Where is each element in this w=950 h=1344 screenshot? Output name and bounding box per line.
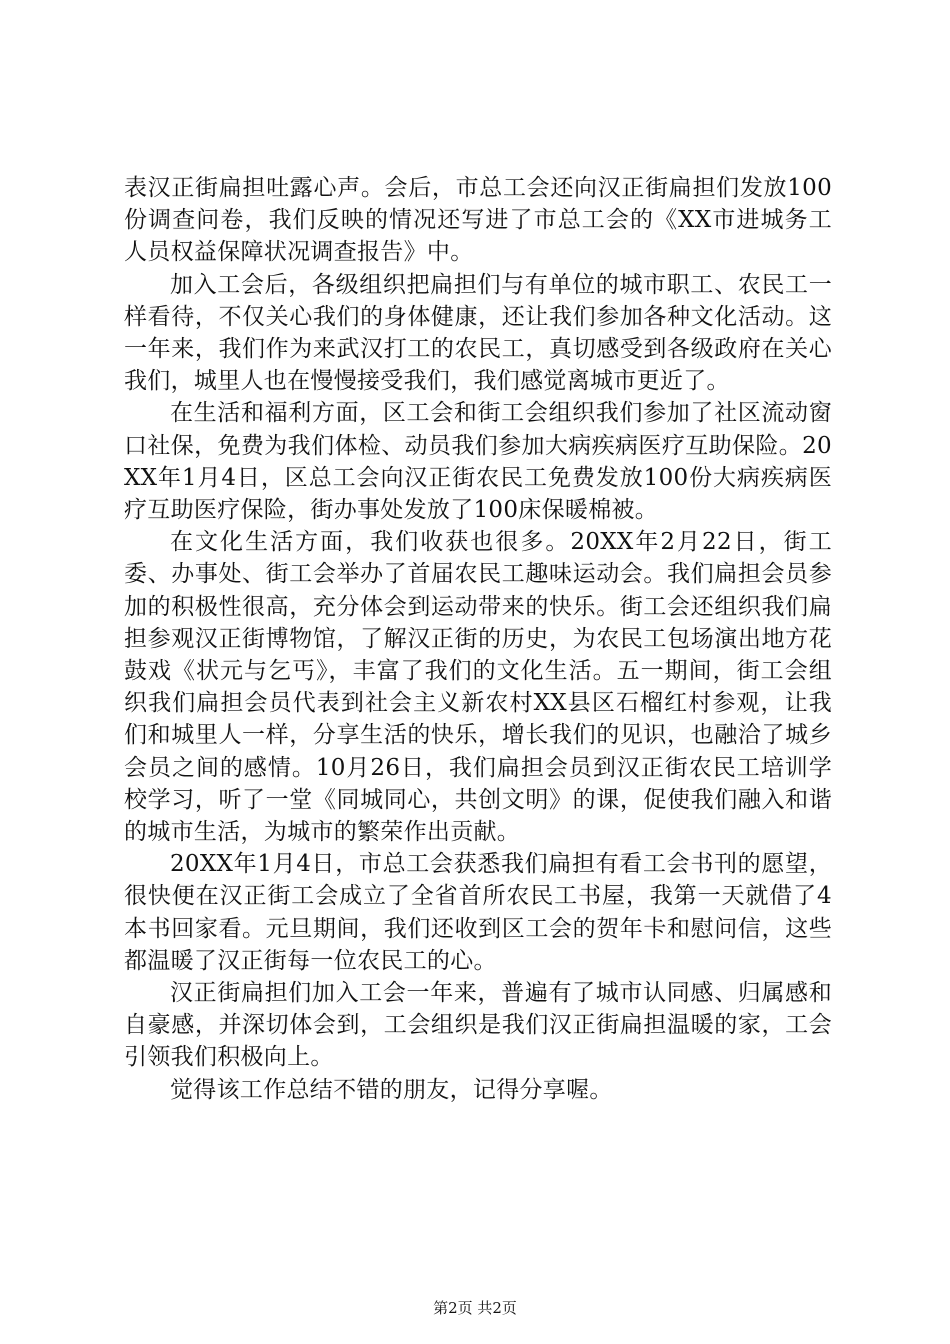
document-body — [124, 172, 832, 1106]
paragraph-5: 20XX年1月4日，市总工会获悉我们扁担有看工会书刊的愿望，很快便在汉正街工会成立了全省首所农民工书屋，我第一天就借了4本书回家看。元旦期间，我们还收到区工会的贺年卡和慰问信，这些都温暖了汉正街每一位农民工的心。 — [124, 851, 832, 974]
paragraph-6: 汉正街扁担们加入工会一年来，普遍有了城市认同感、归属感和自豪感，并深切体会到，工会组织是我们汉正街扁担温暖的家，工会引领我们积极向上。 — [124, 980, 832, 1071]
paragraph-1: 表汉正街扁担吐露心声。会后，市总工会还向汉正街扁担们发放100份调查问卷，我们反映的情况还写进了市总工会的《XX市进城务工人员权益保障状况调查报告》中。 — [124, 175, 832, 266]
paragraph-2: 加入工会后，各级组织把扁担们与有单位的城市职工、农民工一样看待，不仅关心我们的身体健康，还让我们参加各种文化活动。这一年来，我们作为来武汉打工的农民工，真切感受到各级政府在关心我们，城里人也在慢慢接受我们，我们感觉离城市更近了。 — [124, 271, 832, 395]
paragraph-3: 在生活和福利方面，区工会和街工会组织我们参加了社区流动窗口社保，免费为我们体检、动员我们参加大病疾病医疗互助保险。20XX年1月4日，区总工会向汉正街农民工免费发放100份大病疾病医疗互助医疗保险，街办事处发放了100床保暖棉被。 — [124, 400, 832, 524]
paragraph-4: 在文化生活方面，我们收获也很多。20XX年2月22日，街工委、办事处、街工会举办了首届农民工趣味运动会。我们扁担会员参加的积极性很高，充分体会到运动带来的快乐。街工会还组织我们扁担参观汉正街博物馆，了解汉正街的历史，为农民工包场演出地方花鼓戏《状元与乞丐》，丰富了我们的文化生活。五一期间，街工会组织我们扁担会员代表到社会主义新农村XX县区石榴红村参观，让我们和城里人一样，分享生活的快乐，增长我们的见识，也融洽了城乡会员之间的感情。10月26日，我们扁担会员到汉正街农民工培训学校学习，听了一堂《同城同心，共创文明》的课，促使我们融入和谐的城市生活，为城市的繁荣作出贡献。 — [124, 529, 832, 846]
page-number-footer: 第2页 共2页 — [433, 1299, 517, 1317]
paragraph-7: 觉得该工作总结不错的朋友，记得分享喔。 — [170, 1076, 613, 1103]
